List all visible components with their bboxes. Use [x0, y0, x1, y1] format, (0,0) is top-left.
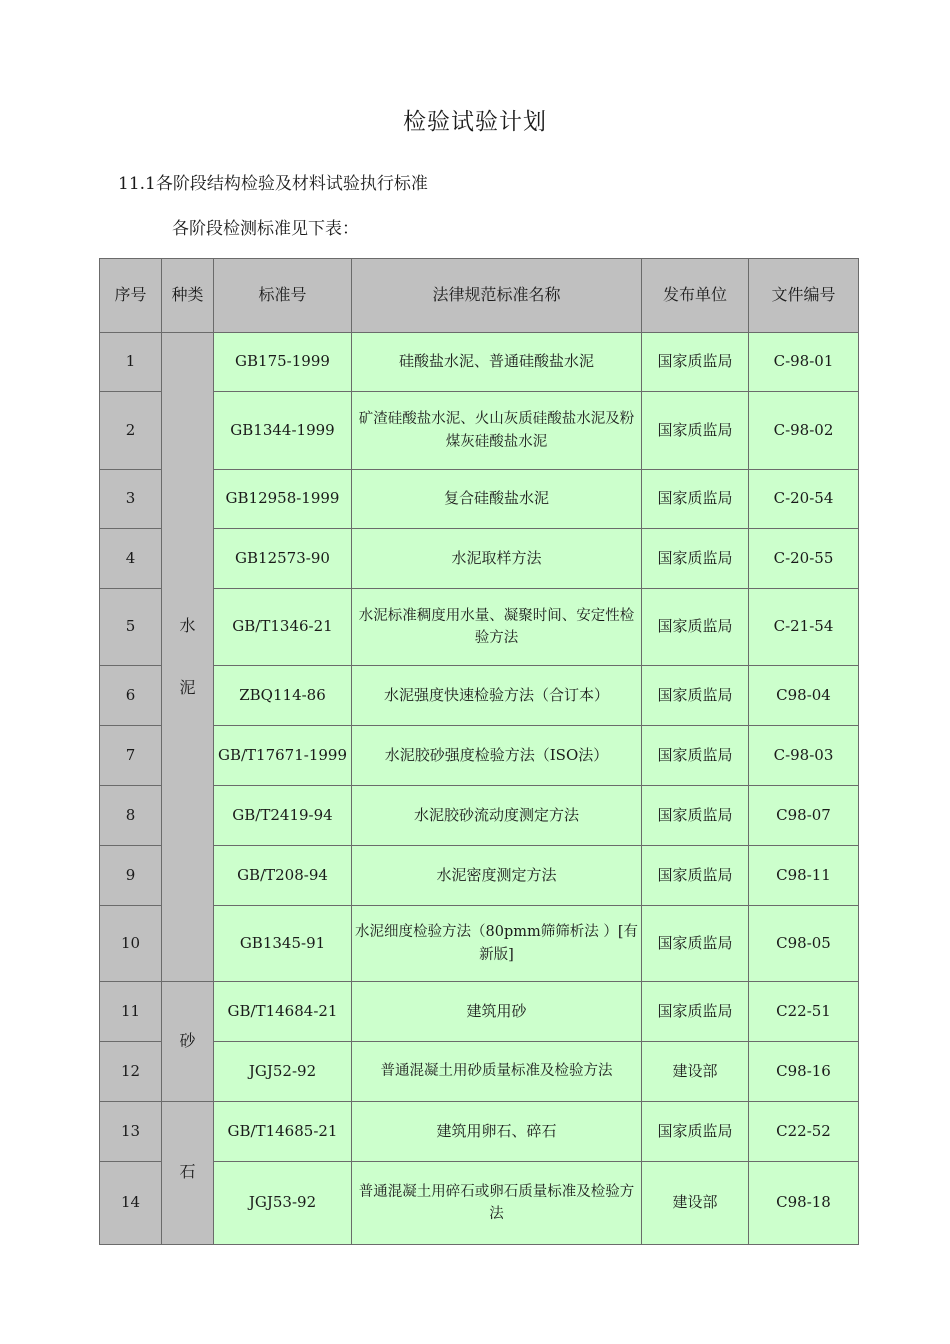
table-row	[100, 906, 859, 982]
table-row	[100, 666, 859, 726]
row-doc-no: C98-05	[749, 906, 859, 982]
row-standard-no: GB/T17671-1999	[214, 726, 352, 786]
row-issuer: 国家质监局	[642, 470, 749, 529]
row-seq: 10	[100, 906, 162, 982]
row-doc-no: C98-16	[749, 1042, 859, 1102]
row-doc-no: C-20-55	[749, 529, 859, 589]
row-seq: 5	[100, 589, 162, 666]
row-standard-name: 水泥标准稠度用水量、凝聚时间、安定性检验方法	[352, 589, 642, 666]
row-standard-name: 硅酸盐水泥、普通硅酸盐水泥	[352, 333, 642, 392]
table-row	[100, 470, 859, 529]
row-seq: 3	[100, 470, 162, 529]
header-issuer: 发布单位	[642, 259, 749, 333]
row-issuer: 建设部	[642, 1162, 749, 1245]
table-row	[100, 786, 859, 846]
table-row	[100, 589, 859, 666]
row-doc-no: C-98-01	[749, 333, 859, 392]
row-issuer: 建设部	[642, 1042, 749, 1102]
row-standard-no: GB12958-1999	[214, 470, 352, 529]
header-doc-no: 文件编号	[749, 259, 859, 333]
row-seq: 11	[100, 982, 162, 1042]
row-doc-no: C-98-02	[749, 392, 859, 470]
category-label: 砂	[179, 1030, 196, 1050]
row-issuer: 国家质监局	[642, 589, 749, 666]
row-doc-no: C-98-03	[749, 726, 859, 786]
row-standard-name: 复合硅酸盐水泥	[352, 470, 642, 529]
header-kind: 种类	[162, 259, 214, 333]
row-standard-name: 水泥胶砂流动度测定方法	[352, 786, 642, 846]
row-standard-no: GB/T14684-21	[214, 982, 352, 1042]
row-seq: 6	[100, 666, 162, 726]
table-header-row	[100, 259, 859, 333]
row-standard-name: 建筑用砂	[352, 982, 642, 1042]
category-cement	[162, 333, 214, 982]
row-standard-no: GB/T14685-21	[214, 1102, 352, 1162]
row-standard-no: JGJ53-92	[214, 1162, 352, 1245]
row-doc-no: C22-51	[749, 982, 859, 1042]
header-standard-no: 标准号	[214, 259, 352, 333]
row-doc-no: C98-07	[749, 786, 859, 846]
row-doc-no: C98-04	[749, 666, 859, 726]
row-issuer: 国家质监局	[642, 846, 749, 906]
header-standard-name: 法律规范标准名称	[352, 259, 642, 333]
row-standard-name: 普通混凝土用砂质量标准及检验方法	[352, 1042, 642, 1102]
section-heading: 11.1各阶段结构检验及材料试验执行标准	[118, 174, 428, 194]
row-issuer: 国家质监局	[642, 666, 749, 726]
table-row	[100, 1042, 859, 1102]
row-standard-no: GB175-1999	[214, 333, 352, 392]
table-row	[100, 846, 859, 906]
row-seq: 14	[100, 1162, 162, 1245]
row-standard-no: GB1345-91	[214, 906, 352, 982]
row-seq: 1	[100, 333, 162, 392]
row-standard-name: 普通混凝土用碎石或卵石质量标准及检验方法	[352, 1162, 642, 1245]
table-row	[100, 982, 859, 1042]
row-issuer: 国家质监局	[642, 786, 749, 846]
row-doc-no: C98-18	[749, 1162, 859, 1245]
standards-table	[99, 258, 859, 1245]
row-standard-no: ZBQ114-86	[214, 666, 352, 726]
row-issuer: 国家质监局	[642, 333, 749, 392]
row-seq: 2	[100, 392, 162, 470]
row-issuer: 国家质监局	[642, 392, 749, 470]
row-standard-name: 矿渣硅酸盐水泥、火山灰质硅酸盐水泥及粉煤灰硅酸盐水泥	[352, 392, 642, 470]
row-seq: 12	[100, 1042, 162, 1102]
table-row	[100, 529, 859, 589]
row-issuer: 国家质监局	[642, 1102, 749, 1162]
header-seq: 序号	[100, 259, 162, 333]
row-issuer: 国家质监局	[642, 726, 749, 786]
row-standard-name: 水泥取样方法	[352, 529, 642, 589]
category-stone	[162, 1102, 214, 1245]
row-standard-name: 水泥细度检验方法（80pmm筛筛析法 ）[有新版]	[352, 906, 642, 982]
row-seq: 9	[100, 846, 162, 906]
row-seq: 13	[100, 1102, 162, 1162]
category-label: 石	[179, 1162, 196, 1182]
row-standard-no: GB12573-90	[214, 529, 352, 589]
row-standard-no: JGJ52-92	[214, 1042, 352, 1102]
row-doc-no: C-21-54	[749, 589, 859, 666]
category-label: 水泥	[179, 615, 196, 697]
category-sand	[162, 982, 214, 1102]
row-doc-no: C-20-54	[749, 470, 859, 529]
row-issuer: 国家质监局	[642, 982, 749, 1042]
row-seq: 7	[100, 726, 162, 786]
row-standard-name: 水泥强度快速检验方法（合订本）	[352, 666, 642, 726]
row-standard-no: GB/T2419-94	[214, 786, 352, 846]
table-row	[100, 333, 859, 392]
table-row	[100, 726, 859, 786]
row-issuer: 国家质监局	[642, 529, 749, 589]
row-standard-no: GB/T1346-21	[214, 589, 352, 666]
row-standard-name: 建筑用卵石、碎石	[352, 1102, 642, 1162]
table-row	[100, 1162, 859, 1245]
page-title: 检验试验计划	[403, 109, 547, 135]
row-standard-name: 水泥胶砂强度检验方法（ISO法）	[352, 726, 642, 786]
row-doc-no: C98-11	[749, 846, 859, 906]
row-standard-no: GB1344-1999	[214, 392, 352, 470]
row-doc-no: C22-52	[749, 1102, 859, 1162]
row-standard-no: GB/T208-94	[214, 846, 352, 906]
table-row	[100, 392, 859, 470]
row-seq: 8	[100, 786, 162, 846]
row-seq: 4	[100, 529, 162, 589]
row-issuer: 国家质监局	[642, 906, 749, 982]
table-row	[100, 1102, 859, 1162]
row-standard-name: 水泥密度测定方法	[352, 846, 642, 906]
intro-text: 各阶段检测标准见下表：	[172, 219, 359, 239]
